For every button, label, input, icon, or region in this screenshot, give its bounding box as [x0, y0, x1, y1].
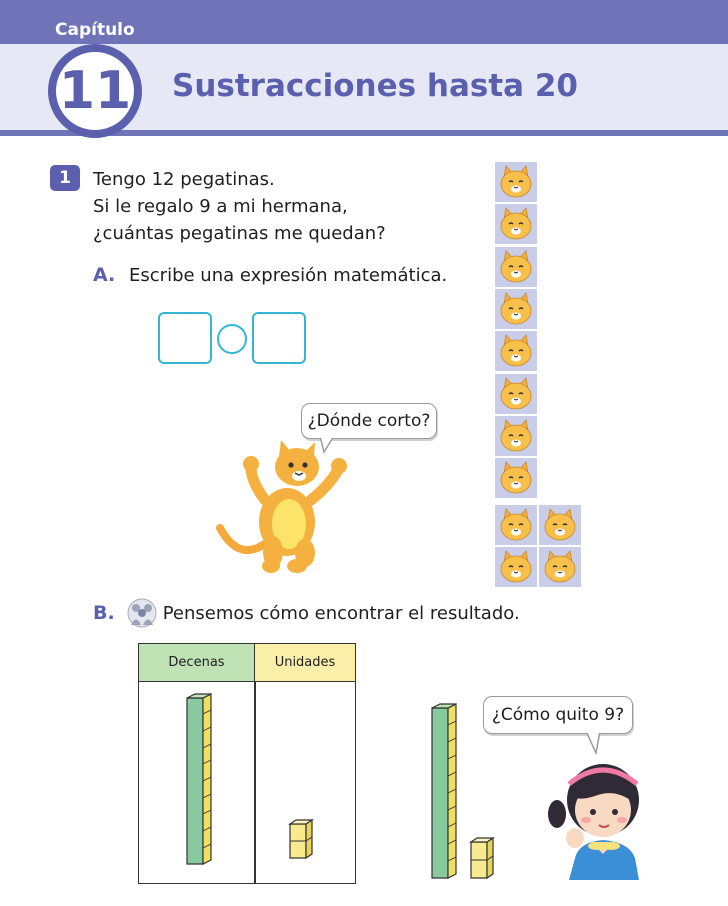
ten-rod-block	[183, 692, 217, 872]
tens-header: Decenas	[139, 644, 255, 682]
girl-speech-bubble	[483, 696, 633, 734]
chapter-label: Capítulo	[55, 20, 135, 40]
cat-sticker	[539, 505, 581, 545]
part-a-instruction	[93, 264, 447, 286]
problem-number-badge: 1	[50, 165, 80, 191]
page-title: Sustracciones hasta 20	[172, 68, 578, 104]
cat-sticker	[495, 289, 537, 329]
part-b-letter: B.	[93, 602, 115, 624]
problem-text	[93, 166, 386, 247]
part-b-text: Pensemos cómo encontrar el resultado.	[162, 602, 520, 624]
cat-sticker	[495, 162, 537, 202]
chapter-number: 11	[58, 61, 132, 121]
ones-header: Unidades	[255, 644, 355, 682]
answer-box-right[interactable]	[252, 312, 306, 364]
place-value-table	[138, 643, 356, 884]
cat-illustration	[215, 440, 355, 575]
cat-sticker	[539, 547, 581, 587]
cat-sticker	[495, 505, 537, 545]
cat-sticker	[495, 374, 537, 414]
answer-box-left[interactable]	[158, 312, 212, 364]
part-a-text: Escribe una expresión matemática.	[129, 265, 448, 286]
problem-line: ¿cuántas pegatinas me quedan?	[93, 223, 386, 244]
cat-bubble-text: ¿Dónde corto?	[307, 411, 431, 431]
cat-sticker	[495, 547, 537, 587]
operator-circle[interactable]	[217, 324, 247, 354]
girl-illustration	[545, 758, 660, 880]
cat-sticker	[495, 458, 537, 498]
girl-bubble-text: ¿Cómo quito 9?	[491, 705, 625, 725]
cat-sticker	[495, 247, 537, 287]
chapter-number-circle	[48, 44, 142, 138]
unit-cubes-standalone	[468, 836, 496, 882]
unit-cubes	[287, 818, 315, 862]
think-together-icon	[127, 598, 157, 628]
table-divider	[254, 681, 256, 883]
ten-rod-block-standalone	[428, 702, 462, 882]
part-b-instruction	[93, 598, 520, 628]
cat-sticker	[495, 204, 537, 244]
girl-bubble-tail	[584, 731, 604, 755]
cat-speech-bubble	[301, 403, 437, 439]
problem-line: Si le regalo 9 a mi hermana,	[93, 196, 348, 217]
problem-line: Tengo 12 pegatinas.	[93, 169, 275, 190]
cat-sticker	[495, 331, 537, 371]
cat-sticker	[495, 416, 537, 456]
part-a-letter: A.	[93, 264, 116, 286]
